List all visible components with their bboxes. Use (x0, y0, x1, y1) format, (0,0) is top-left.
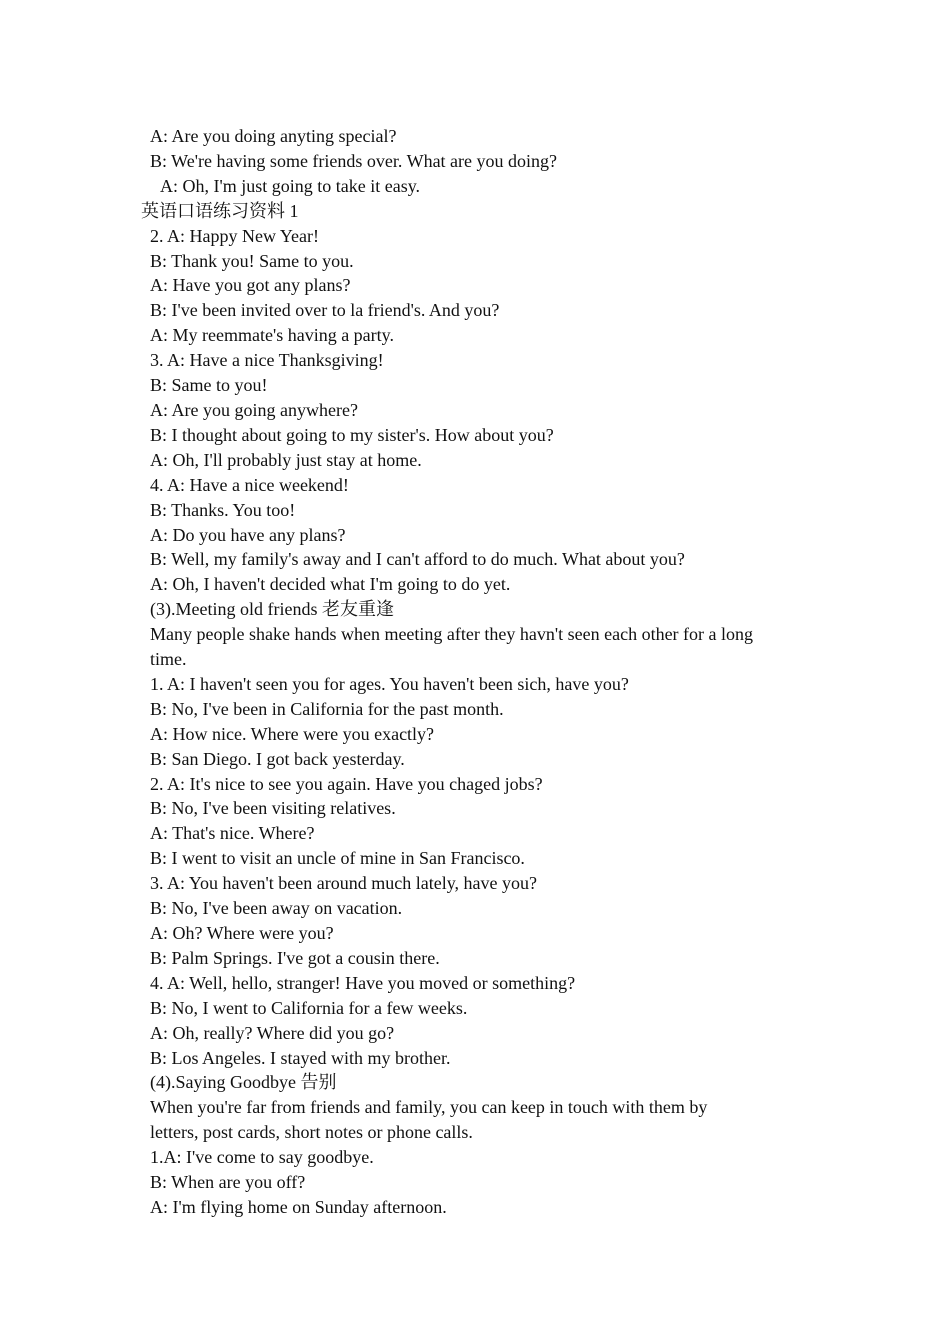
text-line: B: San Diego. I got back yesterday. (150, 748, 405, 769)
text-line: B: I've been invited over to la friend's. And you? (150, 300, 500, 321)
text-line: A: My reemmate's having a party. (150, 325, 395, 346)
text-line: B: No, I've been in California for the past month. (150, 698, 504, 719)
text-line: B: No, I've been away on vacation. (150, 898, 403, 919)
text-line: B: No, I went to California for a few weeks. (150, 997, 468, 1018)
text-line: A: That's nice. Where? (150, 823, 315, 844)
text-line: A: Have you got any plans? (150, 275, 351, 296)
text-line: B: Thanks. You too! (150, 499, 296, 520)
text-line: 3. A: You haven't been around much lately, have you? (150, 873, 537, 894)
text-line: 1. A: I haven't seen you for ages. You haven't been sich, have you? (150, 673, 629, 694)
text-line: B: We're having some friends over. What are you doing? (150, 150, 558, 171)
text-line: 4. A: Have a nice weekend! (150, 474, 349, 495)
text-line: A: I'm flying home on Sunday afternoon. (150, 1196, 447, 1217)
text-line: B: Palm Springs. I've got a cousin there. (150, 947, 440, 968)
text-line: A: Are you doing anyting special? (150, 126, 397, 146)
text-line: B: No, I've been visiting relatives. (150, 798, 396, 819)
paragraph: When you're far from friends and family, you can keep in touch with them by letters, post cards, short notes or phone calls. (150, 1097, 708, 1143)
text-line: 2. A: It's nice to see you again. Have you chaged jobs? (150, 773, 543, 794)
section-heading: (4).Saying Goodbye 告别 (150, 1072, 337, 1093)
text-line: A: Oh, I haven't decided what I'm going to do yet. (150, 574, 511, 595)
text-line: B: When are you off? (150, 1172, 306, 1193)
text-line: B: Thank you! Same to you. (150, 250, 354, 271)
text-line: A: Do you have any plans? (150, 524, 346, 545)
text-line: A: Oh, really? Where did you go? (150, 1022, 395, 1043)
text-line: 4. A: Well, hello, stranger! Have you moved or something? (150, 972, 576, 993)
text-line: A: Oh, I'm just going to take it easy. (160, 175, 421, 196)
text-line: B: I thought about going to my sister's. How about you? (150, 424, 554, 445)
text-line: B: Same to you! (150, 375, 268, 396)
paragraph: Many people shake hands when meeting after they havn't seen each other for a long time. (150, 624, 754, 670)
text-line: B: Well, my family's away and I can't afford to do much. What about you? (150, 549, 685, 570)
section-heading: (3).Meeting old friends 老友重逢 (150, 599, 394, 620)
text-line: 2. A: Happy New Year! (150, 225, 319, 246)
section-heading: 英语口语练习资料 1 (141, 200, 299, 221)
text-line: 1.A: I've come to say goodbye. (150, 1147, 374, 1168)
text-line: A: Are you going anywhere? (150, 399, 358, 420)
text-line: A: How nice. Where were you exactly? (150, 723, 435, 744)
text-line: B: Los Angeles. I stayed with my brother. (150, 1047, 451, 1068)
text-line: B: I went to visit an uncle of mine in San Francisco. (150, 848, 525, 869)
text-line: A: Oh? Where were you? (150, 923, 334, 943)
text-line: A: Oh, I'll probably just stay at home. (150, 449, 422, 470)
document-body (141, 124, 790, 1220)
text-line: 3. A: Have a nice Thanksgiving! (150, 350, 384, 371)
